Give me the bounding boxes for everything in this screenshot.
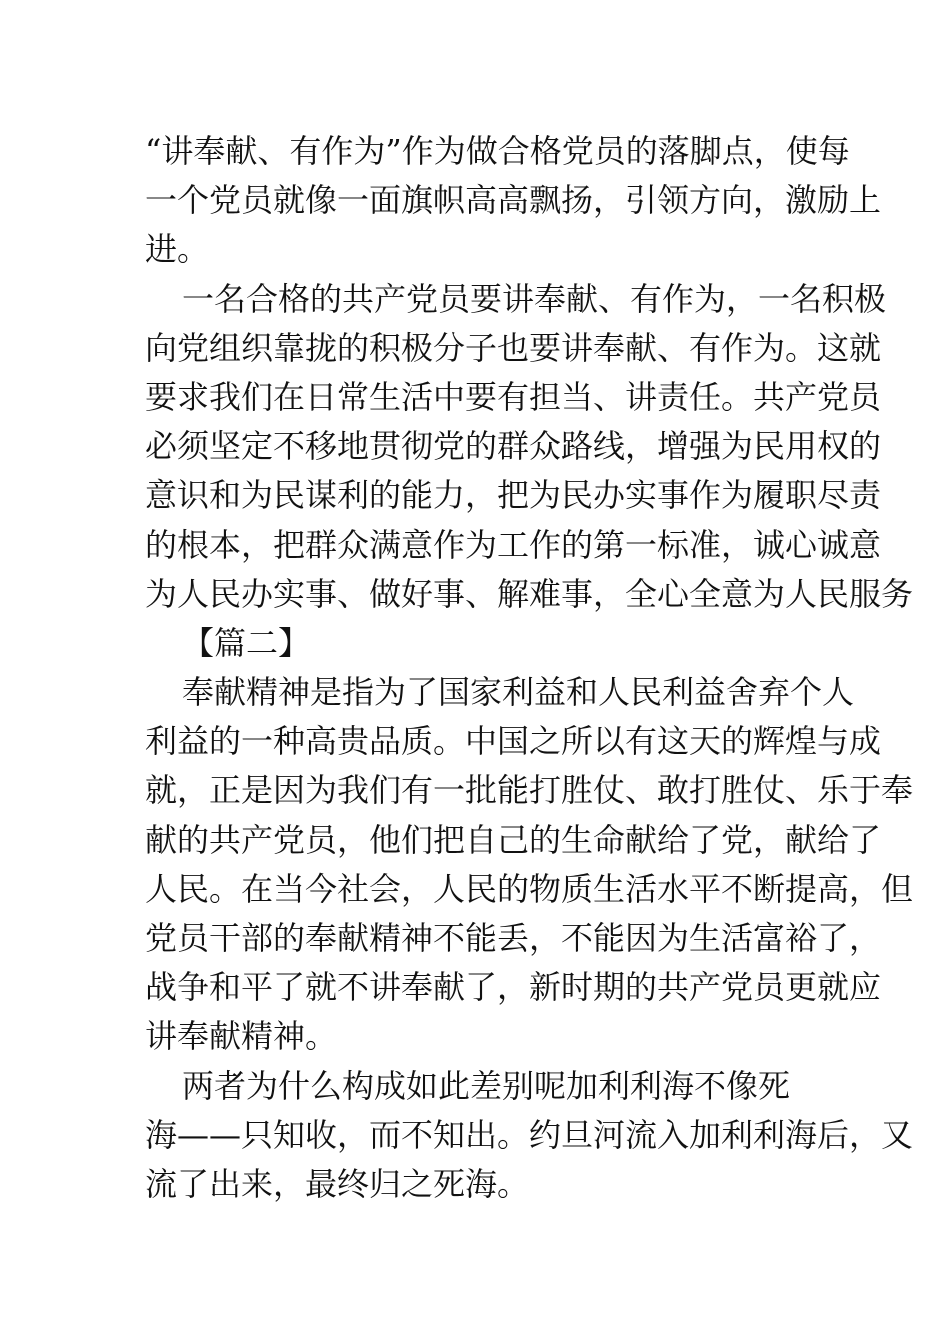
text-line: 两者为什么构成如此差别呢加利利海不像死 xyxy=(182,1066,791,1105)
text-line: 利益的一种高贵品质。中国之所以有这天的辉煌与成 xyxy=(145,722,882,761)
text-line: 献的共产党员，他们把自己的生命献给了党，献给了 xyxy=(145,820,882,859)
document-body xyxy=(145,127,914,1209)
text-line: 意识和为民谋利的能力，把为民办实事作为履职尽责 xyxy=(145,476,882,515)
text-line: 海——只知收，而不知出。约旦河流入加利利海后，又 xyxy=(145,1115,914,1154)
text-line: 向党组织靠拢的积极分子也要讲奉献、有作为。这就 xyxy=(145,328,882,367)
text-line: 一个党员就像一面旗帜高高飘扬，引领方向，激励上 xyxy=(145,181,882,220)
text-line: 流了出来，最终归之死海。 xyxy=(145,1164,530,1203)
text-line: 要求我们在日常生活中要有担当、讲责任。共产党员 xyxy=(145,377,882,416)
text-line: 战争和平了就不讲奉献了，新时期的共产党员更就应 xyxy=(145,968,882,1007)
text-line: 人民。在当今社会，人民的物质生活水平不断提高，但 xyxy=(145,869,914,908)
text-line: 的根本，把群众满意作为工作的第一标准，诚心诚意 xyxy=(145,525,882,564)
text-line: 奉献精神是指为了国家利益和人民利益舍弃个人 xyxy=(182,673,855,712)
section-heading: 【篇二】 xyxy=(182,623,311,662)
text-line: 讲奉献精神。 xyxy=(145,1017,338,1056)
text-line: 党员干部的奉献精神不能丢，不能因为生活富裕了， xyxy=(145,919,882,957)
text-line: 就，正是因为我们有一批能打胜仗、敢打胜仗、乐于奉 xyxy=(145,771,914,810)
text-line: 为人民办实事、做好事、解难事，全心全意为人民服务 xyxy=(145,574,914,613)
text-line: 必须坚定不移地贯彻党的群众路线，增强为民用权的 xyxy=(145,427,882,466)
text-line: 一名合格的共产党员要讲奉献、有作为，一名积极 xyxy=(182,279,887,318)
text-line: 进。 xyxy=(145,230,210,269)
text-line: “讲奉献、有作为”作为做合格党员的落脚点，使每 xyxy=(145,132,850,170)
